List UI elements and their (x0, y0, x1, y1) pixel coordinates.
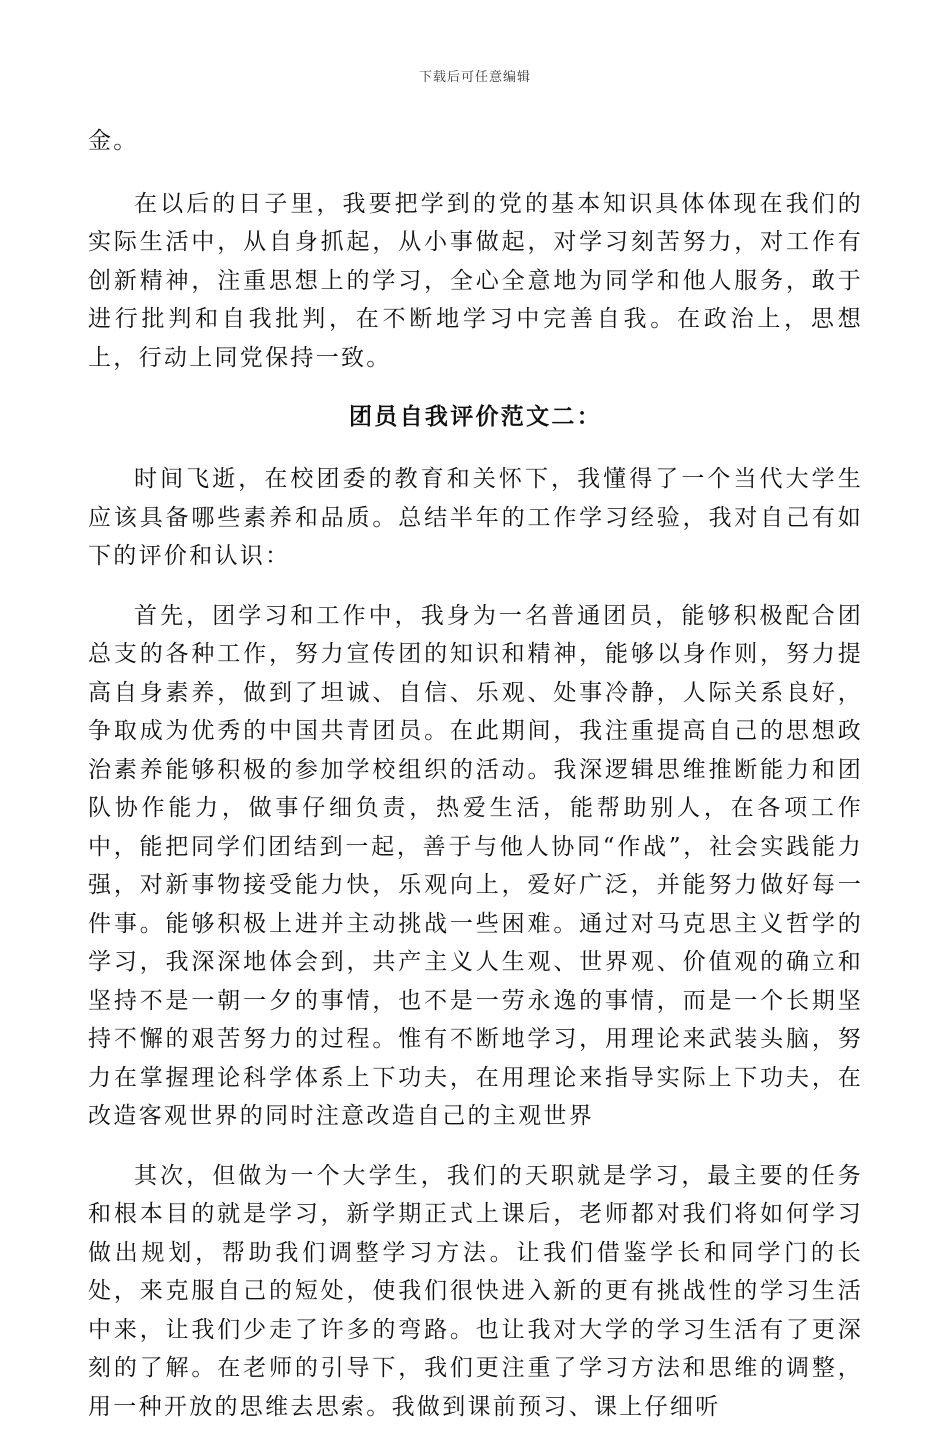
section-heading: 团员自我评价范文二： (349, 403, 602, 430)
page-header-note: 下载后可任意编辑 (418, 70, 531, 85)
paragraph-continuation: 金。 (88, 128, 139, 154)
paragraph-second-point: 其次，但做为一个大学生，我们的天职就是学习，最主要的任务和根本目的就是学习，新学期正式上课后，老师都对我们将如何学习做出规划，帮助我们调整学习方法。让我们借鉴学长和同学门的长处，来克服自己的短处，使我们很快进入新的更有挑战性的学习生活中来，让我们少走了许多的弯路。也让我对大学的学习生活有了更深刻的了解。在老师的引导下，我们更注重了学习方法和思维的调整，用一种开放的思维去思索。我做到课前预习、课上仔细听 (88, 1162, 863, 1420)
paragraph-first-point: 首先，团学习和工作中，我身为一名普通团员，能够积极配合团总支的各种工作，努力宣传团的知识和精神，能够以身作则，努力提高自身素养，做到了坦诚、自信、乐观、处事冷静，人际关系良好，争取成为优秀的中国共青团员。在此期间，我注重提高自己的思想政治素养能够积极的参加学校组织的活动。我深逻辑思维推断能力和团队协作能力，做事仔细负责，热爱生活，能帮助别人，在各项工作中，能把同学们团结到一起，善于与他人协同“作战”，社会实践能力强，对新事物接受能力快，乐观向上，爱好广泛，并能努力做好每一件事。能够积极上进并主动挑战一些困难。通过对马克思主义哲学的学习，我深深地体会到，共产主义人生观、世界观、价值观的确立和坚持不是一朝一夕的事情，也不是一劳永逸的事情，而是一个长期坚持不懈的艰苦努力的过程。惟有不断地学习，用理论来武装头脑，努力在掌握理论科学体系上下功夫，在用理论来指导实际上下功夫，在改造客观世界的同时注意改造自己的主观世界 (88, 602, 863, 1129)
paragraph-intro: 时间飞逝，在校团委的教育和关怀下，我懂得了一个当代大学生应该具备哪些素养和品质。总结半年的工作学习经验，我对自己有如下的评价和认识： (88, 466, 863, 569)
document-body (88, 122, 863, 1447)
paragraph-future-plan: 在以后的日子里，我要把学到的党的基本知识具体体现在我们的实际生活中，从自身抓起，从小事做起，对学习刻苦努力，对工作有创新精神，注重思想上的学习，全心全意地为同学和他人服务，敢于进行批判和自我批判，在不断地学习中完善自我。在政治上，思想上，行动上同党保持一致。 (88, 190, 863, 371)
